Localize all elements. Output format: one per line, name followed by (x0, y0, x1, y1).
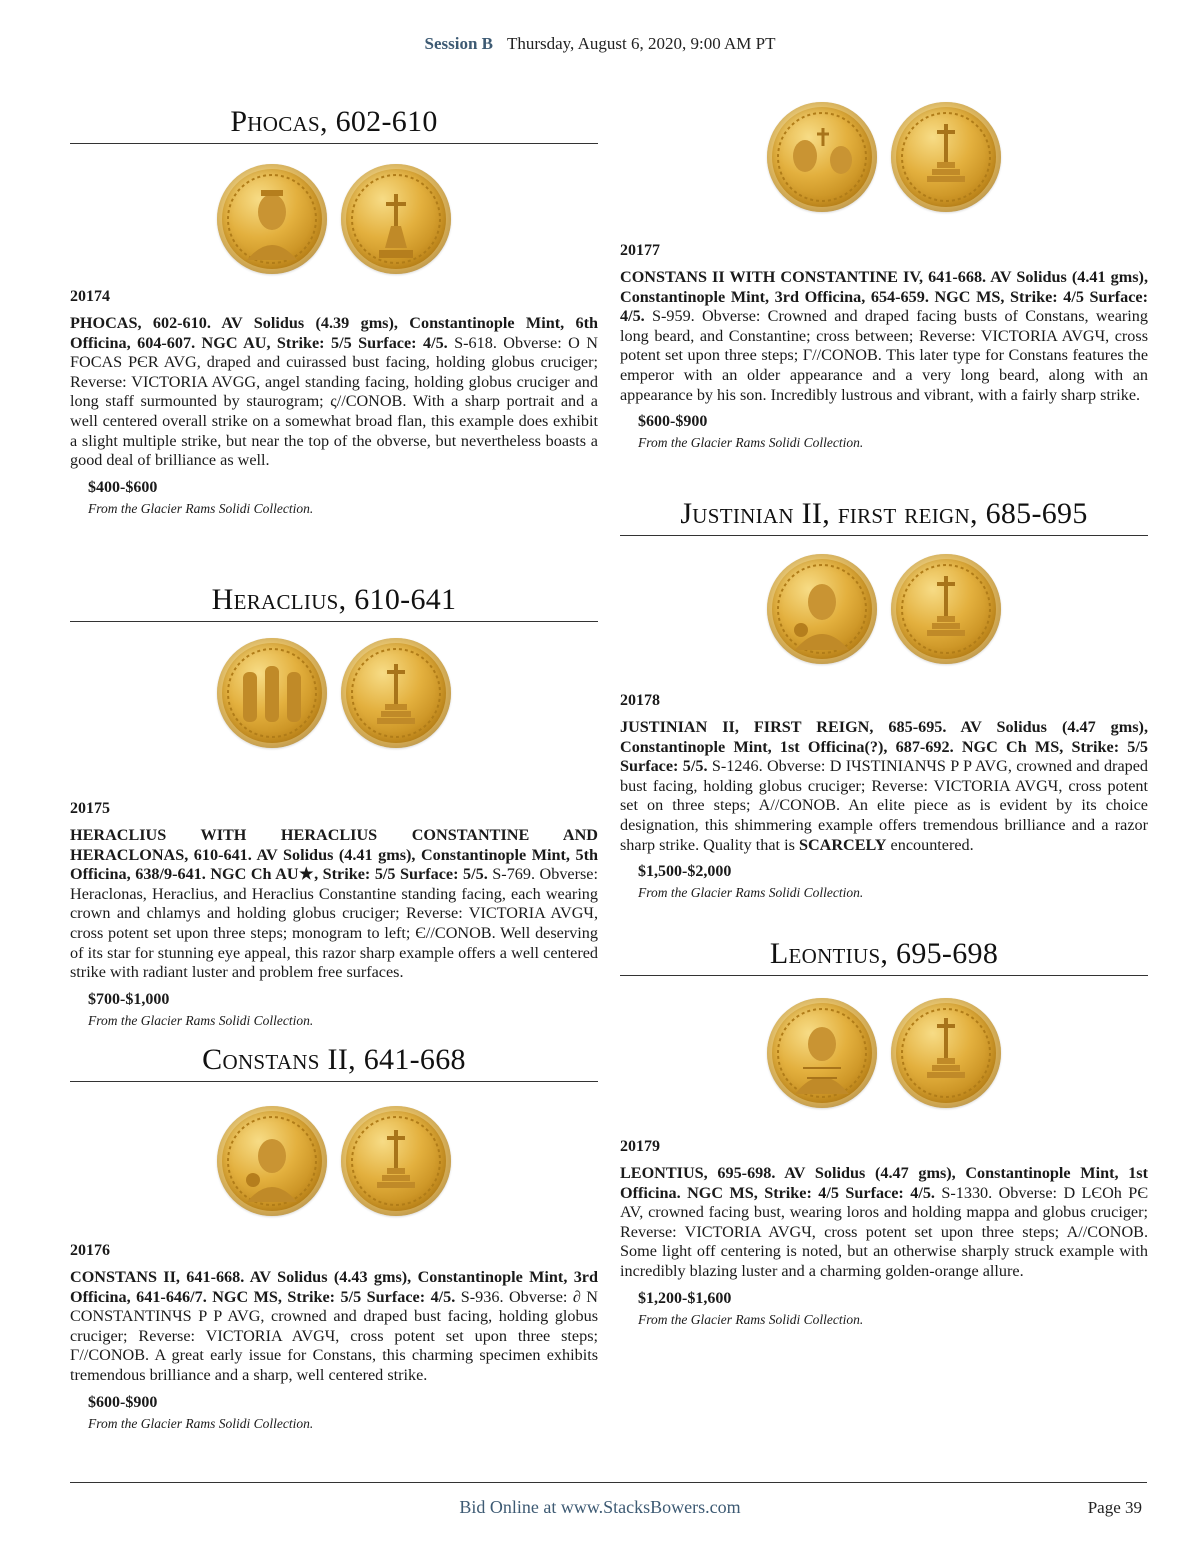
lot-20176 (70, 1042, 598, 1432)
coin-images (70, 638, 598, 748)
ruler-title: Heraclius, 610-641 (70, 582, 598, 622)
lot-estimate: $700-$1,000 (88, 990, 170, 1008)
lot-provenance: From the Glacier Rams Solidi Collection. (88, 1415, 314, 1431)
lot-number: 20174 (70, 288, 110, 305)
lot-provenance: From the Glacier Rams Solidi Collection. (638, 1311, 864, 1327)
lot-description (620, 1164, 1148, 1282)
bid-online-link[interactable]: Bid Online at www.StacksBowers.com (459, 1497, 741, 1517)
lot-provenance: From the Glacier Rams Solidi Collection. (88, 1012, 314, 1028)
reverse-coin-icon (341, 1106, 451, 1216)
obverse-coin-icon (217, 164, 327, 274)
lot-estimate: $600-$900 (88, 1393, 158, 1411)
coin-images (70, 1106, 598, 1216)
obverse-coin-icon (767, 102, 877, 212)
lot-body: S-1330. Obverse: D LЄOh PЄ AV, crowned facing bust, wearing loros and holding mappa and globus cruciger; Reverse: VICTORIA AVGЧ, cross potent set upon three steps; A//CONOB. Some light off centering is noted, but an otherwise sharply struck example with incredibly blazing luster and a charming golden-orange allure. (620, 1183, 1149, 1280)
lot-description (620, 718, 1148, 855)
coin-images (620, 998, 1148, 1108)
lot-provenance: From the Glacier Rams Solidi Collection. (88, 500, 314, 516)
lot-lead: PHOCAS, 602-610. AV Solidus (4.39 gms), Constantinople Mint, 6th Officina, 604-607. NGC AU, Strike: 5/5 Surface: 4/5. (70, 314, 598, 352)
lot-number: 20177 (620, 242, 660, 259)
lot-number: 20179 (620, 1138, 660, 1155)
lot-20179 (620, 936, 1148, 1328)
lot-number: 20178 (620, 692, 660, 709)
ruler-title: Leontius, 695-698 (620, 936, 1148, 976)
lot-body: S-769. Obverse: Heraclonas, Heraclius, and Heraclius Constantine standing facing, each wearing crown and chlamys and holding globus cruciger; Reverse: VICTORIA AVGЧ, cross potent set upon three steps; monogram to left; Є//CONOB. Well deserving of its star for stunning eye appeal, this razor sharp example offers a well centered strike with radiant luster and problem free surfaces. (70, 865, 598, 982)
reverse-coin-icon (891, 102, 1001, 212)
ruler-title: Constans II, 641-668 (70, 1042, 598, 1082)
ruler-title: Phocas, 602-610 (70, 104, 598, 144)
lot-lead: CONSTANS II, 641-668. AV Solidus (4.43 gms), Constantinople Mint, 3rd Officina, 641-646/7. NGC MS, Strike: 5/5 Surface: 4/5. (70, 1268, 598, 1306)
lot-body: S-1246. Obverse: D IЧSTINIANЧS P P AVG, crowned and draped bust facing, holding globus cruciger; Reverse: VICTORIA AVGЧ, cross potent set on three steps; A//CONOB. An elite piece as is evident by its choice designation, this shimmering example offers tremendous brilliance and a razor sharp strike. Quality that is (620, 757, 1148, 854)
lot-estimate: $1,500-$2,000 (638, 863, 732, 881)
coin-images (70, 164, 598, 274)
lot-20175 (70, 582, 598, 1029)
page-number: Page 39 (1087, 1498, 1142, 1517)
lot-provenance: From the Glacier Rams Solidi Collection. (638, 435, 864, 451)
lot-emphasis: SCARCELY (798, 835, 887, 854)
lot-estimate: $1,200-$1,600 (638, 1289, 732, 1307)
lot-estimate: $400-$600 (88, 478, 158, 496)
reverse-coin-icon (891, 998, 1001, 1108)
reverse-coin-icon (891, 554, 1001, 664)
lot-description (70, 1268, 598, 1386)
session-datetime: Thursday, August 6, 2020, 9:00 AM PT (506, 34, 776, 53)
lot-lead: LEONTIUS, 695-698. AV Solidus (4.47 gms), Constantinople Mint, 1st Officina. NGC MS, Strike: 4/5 Surface: 4/5. (620, 1164, 1148, 1202)
obverse-coin-icon (217, 1106, 327, 1216)
lot-body: S-618. Obverse: O N FOCAS PЄR AVG, draped and cuirassed bust facing, holding globus cruciger; Reverse: VICTORIA AVGG, angel standing facing, holding globus cruciger and long staff surmounted by staurogram; ς//CONOB. With a sharp portrait and a well centered overall strike on a somewhat broad flan, this example does exhibit a slight multiple strike, but near the top of the obverse, but nevertheless boasts a good deal of brilliance as well. (70, 333, 598, 470)
lot-body: S-936. Obverse: ∂ N CONSTANTINЧS P P AVG, crowned and draped bust facing, holding globus cruciger; Reverse: VICTORIA AVGЧ, cross potent set upon three steps; Γ//CONOB. A great early issue for Constans, this charming specimen exhibits tremendous brilliance and a sharp, well centered strike. (70, 1287, 598, 1384)
coin-images (620, 102, 1148, 212)
obverse-coin-icon (217, 638, 327, 748)
reverse-coin-icon (341, 638, 451, 748)
lot-number: 20175 (70, 800, 110, 817)
lot-lead: JUSTINIAN II, FIRST REIGN, 685-695. AV Solidus (4.47 gms), Constantinople Mint, 1st Officina(?), 687-692. NGC Ch MS, Strike: 5/5 Surface: 5/5. (620, 718, 1148, 776)
coin-images (620, 554, 1148, 664)
lot-description (70, 826, 598, 983)
obverse-coin-icon (767, 998, 877, 1108)
lot-body: S-959. Obverse: Crowned and draped facing busts of Constans, wearing long beard, and Constantine; cross between; Reverse: VICTORIA AVGЧ, cross potent set upon three steps; Γ//CONOB. This later type for Constans features the emperor with an older appearance and a very long beard, along with an appearance by his son. Incredibly lustrous and vibrant, with a fairly sharp strike. (620, 307, 1148, 404)
lot-20174 (70, 104, 598, 517)
lot-number: 20176 (70, 1242, 110, 1259)
obverse-coin-icon (767, 554, 877, 664)
lot-description (620, 268, 1148, 405)
lot-20178 (620, 496, 1148, 901)
ruler-title: Justinian II, first reign, 685-695 (620, 496, 1148, 536)
lot-lead: HERACLIUS WITH HERACLIUS CONSTANTINE AND HERACLONAS, 610-641. AV Solidus (4.41 gms), Constantinople Mint, 5th Officina, 638/9-641. NGC Ch AU★, Strike: 5/5 Surface: 5/5. (70, 826, 598, 884)
lot-tail: encountered. (886, 835, 974, 854)
lot-provenance: From the Glacier Rams Solidi Collection. (638, 885, 864, 901)
session-label: Session B (424, 34, 493, 53)
lot-description (70, 314, 598, 471)
lot-estimate: $600-$900 (638, 413, 708, 431)
page-header (0, 34, 1200, 54)
footer-divider (70, 1482, 1147, 1483)
lot-20177 (620, 102, 1148, 451)
reverse-coin-icon (341, 164, 451, 274)
lot-lead: CONSTANS II WITH CONSTANTINE IV, 641-668. AV Solidus (4.41 gms), Constantinople Mint, 3rd Officina, 654-659. NGC MS, Strike: 4/5 Surface: 4/5. (620, 268, 1148, 326)
